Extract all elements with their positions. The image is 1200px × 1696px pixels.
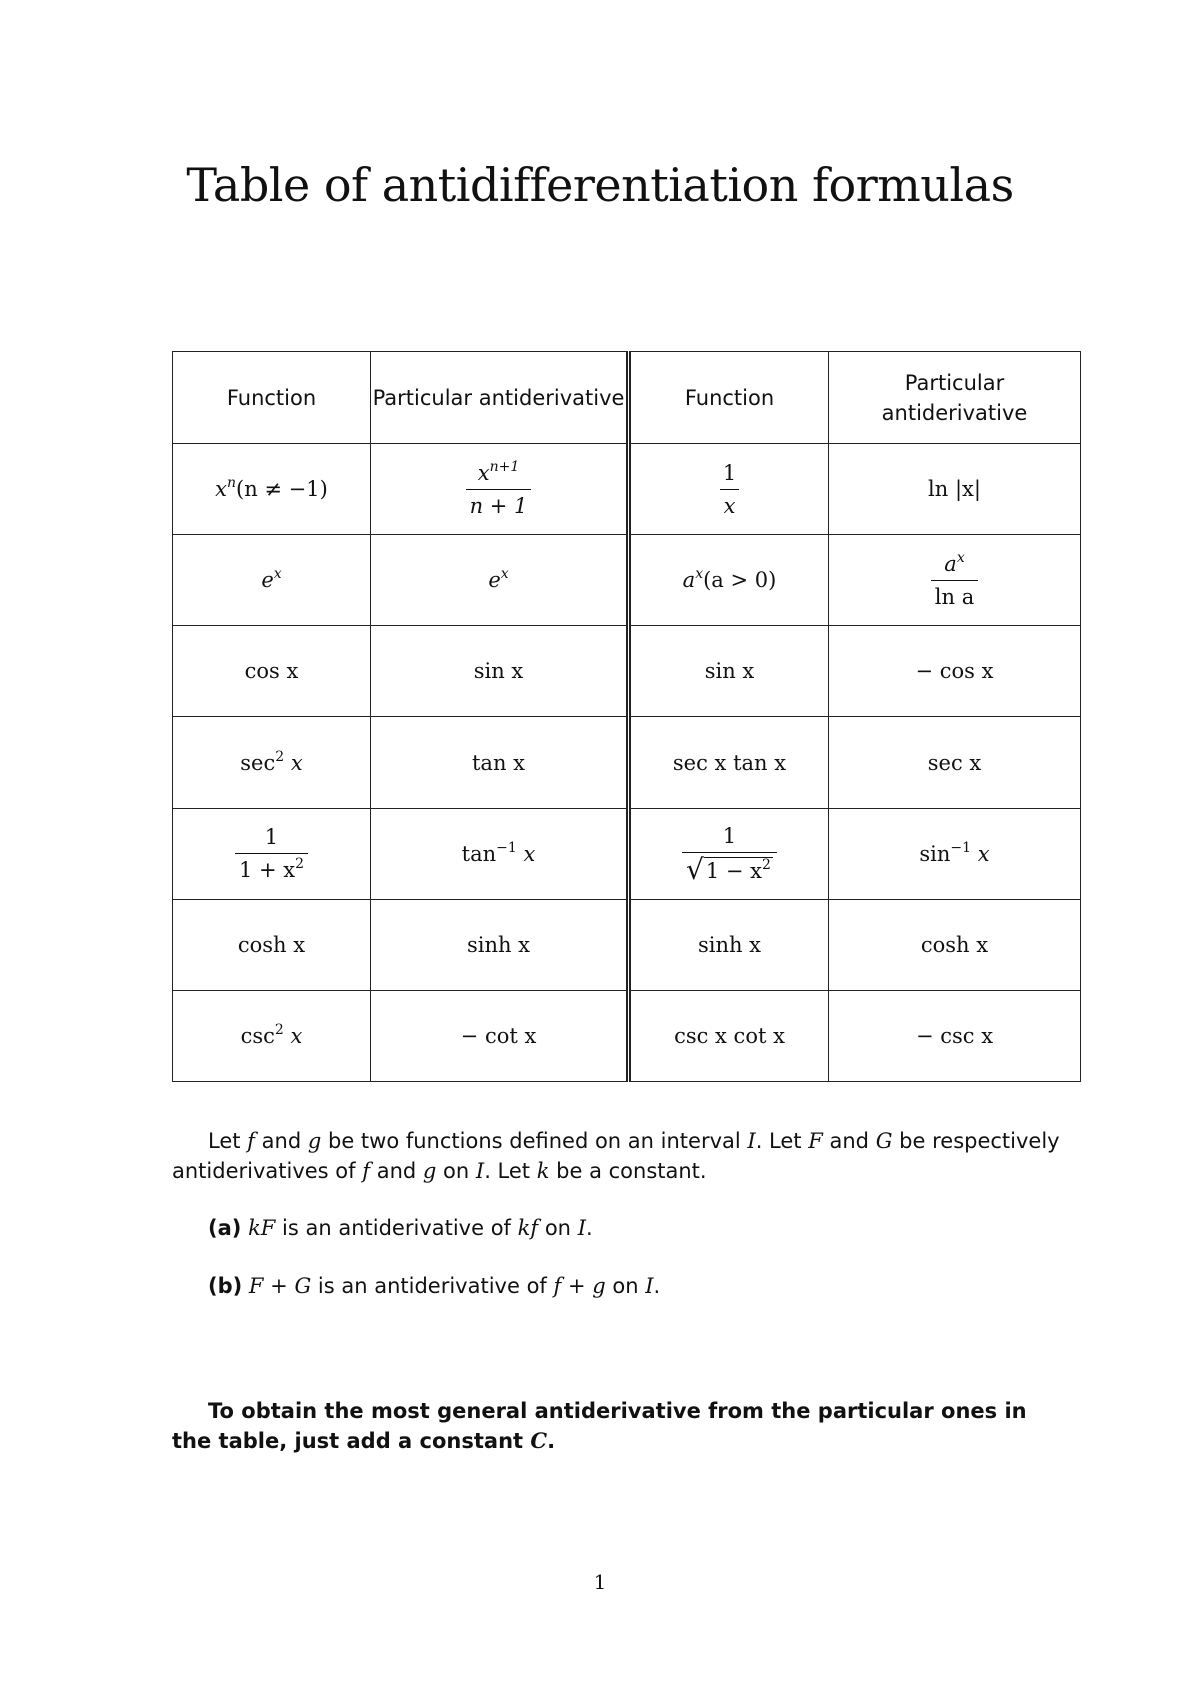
header-function-1: Function [173, 352, 371, 444]
cell-cos-function: cos x [173, 626, 371, 717]
antiderivative-table [172, 351, 1081, 1082]
cell-sec2-function: $\sec^2 x$ [173, 717, 371, 808]
cell-sectan-antiderivative: sec x [829, 717, 1081, 808]
cell-general-exp-antiderivative: $\frac{a^x}{\text{ln a}}$ [829, 535, 1081, 626]
cell-csc2-antiderivative: − cot x [371, 990, 629, 1081]
rule-b: (b) F + G is an antiderivative of f + g on I. [208, 1274, 661, 1298]
table-header-row [173, 352, 1081, 444]
cell-cos-antiderivative: sin x [371, 626, 629, 717]
cell-sin-function: sin x [629, 626, 829, 717]
cell-sin-antiderivative: − cos x [829, 626, 1081, 717]
cell-power-function: $x^n(n \ne -1)$ [173, 444, 371, 535]
cell-arcsin-antiderivative: $\sin^{-1} x$ [829, 808, 1081, 899]
table-row [173, 444, 1081, 535]
table-row [173, 535, 1081, 626]
cell-power-antiderivative: $\frac{x^{n+1}}{n + 1}$ [371, 444, 629, 535]
table-row [173, 808, 1081, 899]
cell-cosh-function: cosh x [173, 899, 371, 990]
table-row [173, 899, 1081, 990]
cell-exp-antiderivative: $e^x$ [371, 535, 629, 626]
cell-sinh-antiderivative: cosh x [829, 899, 1081, 990]
table-row [173, 990, 1081, 1081]
page-title: Table of antidifferentiation formulas [186, 158, 1014, 212]
cell-csccot-antiderivative: − csc x [829, 990, 1081, 1081]
page-number: 1 [593, 1570, 607, 1594]
rule-a: (a) kF is an antiderivative of kf on I. [208, 1216, 593, 1240]
table-row [173, 717, 1081, 808]
header-antiderivative-2: Particular antiderivative [829, 352, 1081, 444]
cell-arctan-function: $\frac{1}{1 + x^2}$ [173, 808, 371, 899]
cell-general-exp-function: $a^x(a > 0)$ [629, 535, 829, 626]
cell-exp-function: $e^x$ [173, 535, 371, 626]
header-antiderivative-1: Particular antiderivative [371, 352, 629, 444]
header-function-2: Function [629, 352, 829, 444]
cell-csc2-function: $\csc^2 x$ [173, 990, 371, 1081]
cell-sinh-function: sinh x [629, 899, 829, 990]
cell-reciprocal-function: $\frac{1}{x}$ [629, 444, 829, 535]
cell-arctan-antiderivative: $\tan^{-1} x$ [371, 808, 629, 899]
cell-sectan-function: sec x tan x [629, 717, 829, 808]
general-antiderivative-note: To obtain the most general antiderivative from the particular ones in the table, just add a constant C. [172, 1399, 1027, 1453]
definitions-paragraph: Let f and g be two functions defined on an interval I. Let F and G be respectively antiderivatives of f and g on I. Let k be a constant. [172, 1129, 1060, 1183]
cell-csccot-function: csc x cot x [629, 990, 829, 1081]
cell-reciprocal-antiderivative: ln |x| [829, 444, 1081, 535]
table-row [173, 626, 1081, 717]
cell-cosh-antiderivative: sinh x [371, 899, 629, 990]
cell-sec2-antiderivative: tan x [371, 717, 629, 808]
cell-arcsin-function: 1 √ $1 - x^2$ [629, 808, 829, 899]
